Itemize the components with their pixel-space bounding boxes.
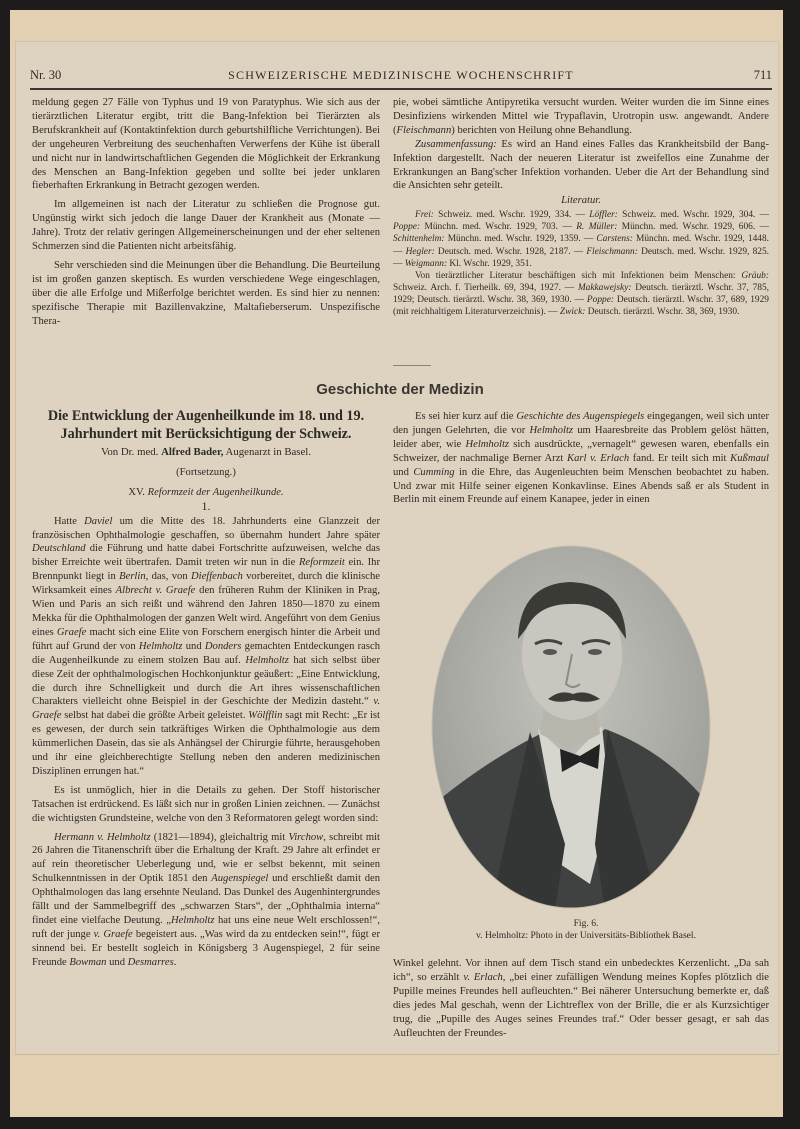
article-right-column-top	[393, 410, 769, 507]
divider	[393, 365, 431, 366]
text-run: , das, von	[145, 571, 191, 583]
emphasized-name: v. Erlach	[463, 971, 503, 983]
text-run: , „bei einer zufälligen Wendung meines Kopfes plötzlich die Pupille meines Freundes hell aufleuchten.“ Bei näherer Untersuchung bemerkte er, daß dies jedes Mal geschah, wenn der Lichtreflex von der Brille, die er als Kurzsichtiger trug, die „Pupille des Auges seines Freundes traf.“ Oder besser gesagt, er sah das Aufleuchten der Freundes-	[393, 971, 769, 1039]
emphasized-name: Karl v. Erlach	[567, 452, 630, 464]
summary-text: Es wird an Hand eines Falles das Krankheitsbild der Bang-Infektion dargestellt. Nach der neueren Literatur ist zweifellos eine Zunahme der Erkrankungen an Bang'scher Infektion vorhanden. Ueber die Art der Behandlung sind die Ansichten sehr geteilt.	[393, 138, 769, 192]
text-run: um Haaresbreite das Problem gelöst hätten, leider aber, wie	[393, 424, 769, 450]
text-run: fand. Er teilt sich mit	[629, 452, 731, 464]
text-run: und erschließt damit den Ophthalmologen das lang ersehnte Neuland. Das Dunkel des Augenhintergrundes fällt und der Sammelbegriff des „schwarzen Stars“, der „Ophthalmia interna“ findet eine vielfache Deutung. „	[32, 873, 380, 926]
reference-author: R. Müller:	[576, 222, 618, 233]
emphasized-name: Graefe	[56, 626, 87, 638]
figure-caption	[400, 918, 772, 942]
summary-paragraph	[393, 138, 769, 194]
paragraph: Sehr verschieden sind die Meinungen über die Behandlung. Die Beurteilung ist im großen ganzen skeptisch. Es wurden verschiedene Wege eingeschlagen, über die alle Erfolge und Mißerfolge berichtet werden. Es sind hier zu nennen: spezifische Therapie mit Bazillenvakzine, Maltafieberserum. Unspezifische Thera-	[32, 259, 380, 327]
caption-name: v. Helmholtz:	[475, 930, 529, 941]
text-run: Winkel gelehnt. Vor ihnen auf dem Tisch stand ein unbedecktes Kerzenlicht. „Da sah ich“, so erzählt	[393, 958, 769, 983]
reference-author: Gräub:	[741, 270, 769, 281]
text-run: sagt mit Recht: „Er ist es gewesen, der durch sein tatkräftiges Wirken die Ophthalmologie aus dem kümmerlichen Dasein, das sie als Anhängsel der Chirurgie führte, herausgehoben und ihr eine gleichberechtigte Stellung neben den anderen medizinischen Disziplinen errungen hat.“	[32, 710, 380, 777]
reference-source: Deutsch. tierärztl. Wschr. 37, 785, 1929; Deutsch. tierärztl. Wschr. 38, 369, 1930. —	[393, 282, 769, 305]
text-run: selbst hat dabei die größte Arbeit geleistet.	[61, 710, 249, 722]
text-run: , schreibt mit 26 Jahren die Titanenschrift über die Erhaltung der Kraft. 29 Jahre alt erfindet er auf rein theoretischer Ueberlegung und, wie er selbst bekennt, mit seinen Schulkenntnissen in der Optik 1851 den	[32, 831, 380, 885]
text-run: Es ist unmöglich, hier in die Details zu gehen. Der Stoff historischer Tatsachen ist erdrückend. Es läßt sich nur in großen Linien zeichnen. — Zunächst die wichtigsten Grundsteine, welche von den 3 Reformatoren gelegt worden sind:	[32, 784, 380, 824]
reference-author: Schittenhelm:	[393, 234, 445, 245]
text-run: und	[393, 466, 414, 478]
emphasized-name: Reformzeit	[298, 557, 345, 569]
text-run: .	[173, 956, 177, 968]
text-run: den früheren Ruhm der Kliniken in Prag, Wien und Paris an sich reißt und während den Jahren 1850—1870 zu einem Mekka für die Ophthalmologen der ganzen Welt wird. Angeführt von dem Genius eines	[32, 585, 380, 638]
reference-source: Münchn. med. Wschr. 1929, 703. —	[420, 222, 577, 233]
reference-source: Schweiz. Arch. f. Tierheilk. 69, 394, 1927. —	[393, 282, 578, 293]
text-run: Augenarzt in Basel.	[223, 446, 312, 458]
reference-author: Poppe:	[586, 294, 614, 305]
reference-source: Münchn. med. Wschr. 1929, 606. —	[617, 222, 769, 233]
page-edge	[16, 1054, 778, 1055]
emphasized-name: v. Graefe	[32, 696, 380, 722]
reference-source: Schweiz. med. Wschr. 1929, 304. —	[617, 210, 769, 221]
text-run: sich ausdrückte, „vernagelt“ gewesen waren, ebenfalls ein Schweizer, der nachmalige Berner Arzt	[393, 438, 770, 464]
reference-author: Carstens:	[596, 234, 633, 245]
figure-caption-text	[400, 930, 772, 942]
references-list	[393, 209, 769, 269]
reference-source: Deutsch. tierärztl. Wschr. 38, 369, 1930.	[585, 307, 740, 317]
emphasized-name: Helmholtz	[170, 915, 215, 926]
summary-label: Zusammenfassung:	[415, 138, 497, 150]
emphasized-name: Desmarres	[127, 956, 174, 968]
chapter-heading	[32, 486, 380, 500]
header-rule	[30, 88, 772, 90]
reference-author: Poppe:	[393, 222, 421, 233]
text-run: Photo in der Universitäts-Bibliothek Basel.	[528, 930, 696, 941]
helmholtz-portrait	[430, 544, 712, 910]
chapter-number: XV.	[128, 486, 145, 498]
reference-author: Makkawejsky:	[577, 282, 632, 293]
vet-references-list	[393, 270, 769, 318]
text-run: ) berichten von Heilung ohne Behandlung.	[451, 124, 632, 136]
paragraph	[32, 784, 380, 826]
reference-author: Weigmann:	[404, 258, 448, 269]
emphasized-name: Helmholtz	[465, 438, 510, 450]
emphasized-name: Helmholtz	[529, 424, 574, 436]
reference-source: Münchn. med. Wschr. 1929, 1359. —	[444, 234, 597, 245]
paragraph	[393, 96, 769, 138]
paragraph	[32, 831, 380, 970]
text-run: (1821—1894), gleichaltrig mit	[150, 831, 289, 843]
emphasized-name: Kußmaul	[730, 452, 770, 464]
chapter-title: Reformzeit der Augenheilkunde.	[147, 486, 284, 498]
paragraph	[393, 957, 769, 1040]
emphasized-name: Bowman	[69, 956, 107, 968]
text-run: um die Mitte des 18. Jahrhunderts eine Glanzzeit der französischen Ophthalmologie geschaffen, so übernahm hundert Jahre später	[32, 515, 380, 541]
paragraph: meldung gegen 27 Fälle von Typhus und 19 von Paratyphus. Wie sich aus der tierärztlichen Literatur ergibt, tritt die Bang-Infektion bei Tierärzten als Berufskrankheit auf (Kontaktinfektion durch geburtshilfliche Verrichtungen). Bei der ungeheuren Verbreitung des seuchenhaften Verwerfens der Kühe ist überall und nicht nur in landwirtschaftlichen Gegenden die Möglichkeit der Erkrankung des Menschen an Bang-Infektion gegeben und sollte bei jeder unklaren fieberhaften Erkrankung in Betracht gezogen werden.	[32, 97, 380, 192]
emphasized-name: Wölfflin	[248, 710, 283, 722]
reference-source: Schweiz. med. Wschr. 1929, 334. —	[433, 210, 590, 221]
emphasized-name: Helmholtz	[245, 654, 289, 666]
reference-author: Frei:	[415, 210, 434, 221]
continuation-note: (Fortsetzung.)	[176, 466, 236, 478]
text-run: ein. Ihr Brennpunkt liegt in	[32, 557, 380, 583]
text-run: und	[182, 640, 205, 652]
article-left-column	[32, 407, 380, 970]
emphasized-name: Cumming	[413, 466, 455, 478]
reference-source: Kl. Wschr. 1929, 351.	[447, 258, 532, 269]
emphasized-name: Hermann v. Helmholtz	[54, 831, 151, 843]
byline	[32, 446, 380, 460]
text-run: macht sich eine Elite von Forschern energisch hinter die Arbeit und führt auf Grund der von	[32, 626, 381, 652]
text-run: Von Dr. med.	[100, 446, 162, 458]
reference-author: Zwick:	[559, 307, 586, 317]
reference-source: Deutsch. med. Wschr. 1928, 2187. —	[434, 246, 587, 257]
emphasized-name: Augenspiegel	[211, 873, 269, 885]
emphasized-name: Berlin	[119, 571, 146, 583]
literature-heading: Literatur.	[561, 195, 601, 207]
paragraph: Im allgemeinen ist nach der Literatur zu schließen die Prognose gut. Ungünstig wirkt sich jedoch die lange Dauer der Krankheit aus (Monate — Jahre). Trotz der relativ geringen Allgemeinerscheinungen und der eher seltenen Schmerzen sind die Patienten nicht arbeitsfähig.	[32, 199, 380, 253]
reference-source: Deutsch. tierärztl. Wschr. 37, 689, 1929 (mit reichhaltigem Literaturverzeichnis). —	[393, 294, 769, 317]
top-left-column	[32, 96, 380, 329]
journal-title: SCHWEIZERISCHE MEDIZINISCHE WOCHENSCHRIFT	[228, 68, 574, 82]
emphasized-name: Deutschland	[32, 543, 86, 555]
page-number: 711	[753, 68, 772, 82]
article-title: Die Entwicklung der Augenheilkunde im 18. und 19. Jahrhundert mit Berücksichtigung der Schweiz.	[47, 408, 365, 442]
text-run: Es sei hier kurz auf die	[415, 411, 517, 422]
emphasized-name: Daviel	[84, 515, 113, 527]
figure-label: Fig. 6.	[573, 918, 599, 929]
text-run: eingegangen, weil sich unter den jungen Gelehrten, die vor	[393, 411, 770, 436]
text-run: hat sich selbst über diese Zeit der ophthalmologischen Hochkonjunktur geäußert: „Eine Entwicklung, die durch ihre Schnelligkeit und durch die Art ihres wissenschaftlichen Charakters vielleicht ohne Beispiel in der Geschichte der Medizin dasteht.“	[32, 654, 381, 708]
paragraph	[393, 410, 769, 507]
author-name: Alfred Bader,	[161, 446, 224, 458]
paragraph	[32, 515, 380, 779]
text-run: pie, wobei sämtliche Antipyretika versucht wurden. Weiter wurden die im Sinne eines Desinfiziens wirkenden Mittel wie Trypaflavin, Urotropin usw. angewandt. Andere (	[393, 97, 769, 136]
text-run: gemachten Entdeckungen rasch die Augenheilkunde zu einem stolzen Bau auf.	[32, 640, 381, 666]
reference-source: Münchn. med. Wschr. 1929, 1448. —	[393, 234, 769, 257]
reference-author: Fleischmann:	[586, 246, 638, 257]
running-header	[30, 68, 772, 86]
top-right-column	[393, 96, 769, 318]
text-run: und	[106, 956, 128, 968]
text-run: hat uns eine neue Welt erschlossen!“, ruft der junge	[32, 915, 380, 940]
emphasized-name: Geschichte des Augenspiegels	[516, 411, 645, 422]
article-right-column-bottom	[393, 957, 769, 1040]
subsection-number: 1.	[201, 498, 211, 513]
issue-number: Nr. 30	[30, 68, 62, 82]
text-run: in die Ehre, das Augenleuchten beim Menschen beobachtet zu haben. Und zwar mit Hilfe seiner eigenen Konkavlinse. Eines Abends saß er als Student in Berlin mit einem Freunde auf einem Kanapee, jeder in einen	[393, 466, 769, 506]
text-run: Von tierärztlicher Literatur beschäftigen sich mit Infektionen beim Menschen:	[415, 270, 742, 281]
emphasized-name: Donders	[204, 640, 242, 652]
reference-source: Deutsch. med. Wschr. 1929, 825. —	[393, 246, 769, 269]
emphasized-name: v. Graefe	[93, 928, 133, 940]
author-name: Fleischmann	[396, 124, 452, 136]
emphasized-name: Dieffenbach	[190, 571, 243, 583]
text-run: vorbereitet, durch die klinische Wirksamkeit eines	[32, 571, 380, 597]
emphasized-name: Virchow	[288, 831, 324, 843]
reference-author: Löffler:	[589, 210, 618, 221]
emphasized-name: Albrecht v. Graefe	[115, 585, 196, 597]
section-heading: Geschichte der Medizin	[316, 381, 484, 398]
emphasized-name: Helmholtz	[138, 640, 183, 652]
text-run: Hatte	[54, 515, 85, 527]
text-run: begeistert aus. „Was wird da zu entdecken sein!“, fügt er sinnend bei. Er bestellt sogleich in Königsberg 3 Augenspiegel, 2 für seine Freunde	[32, 928, 380, 968]
text-run: die Führung und hatte dabei Fortschritte aufzuweisen, welche das bisher Erreichte weit übertrafen. Damit treten wir nun in die	[32, 543, 380, 569]
reference-author: Hegler:	[405, 246, 435, 257]
